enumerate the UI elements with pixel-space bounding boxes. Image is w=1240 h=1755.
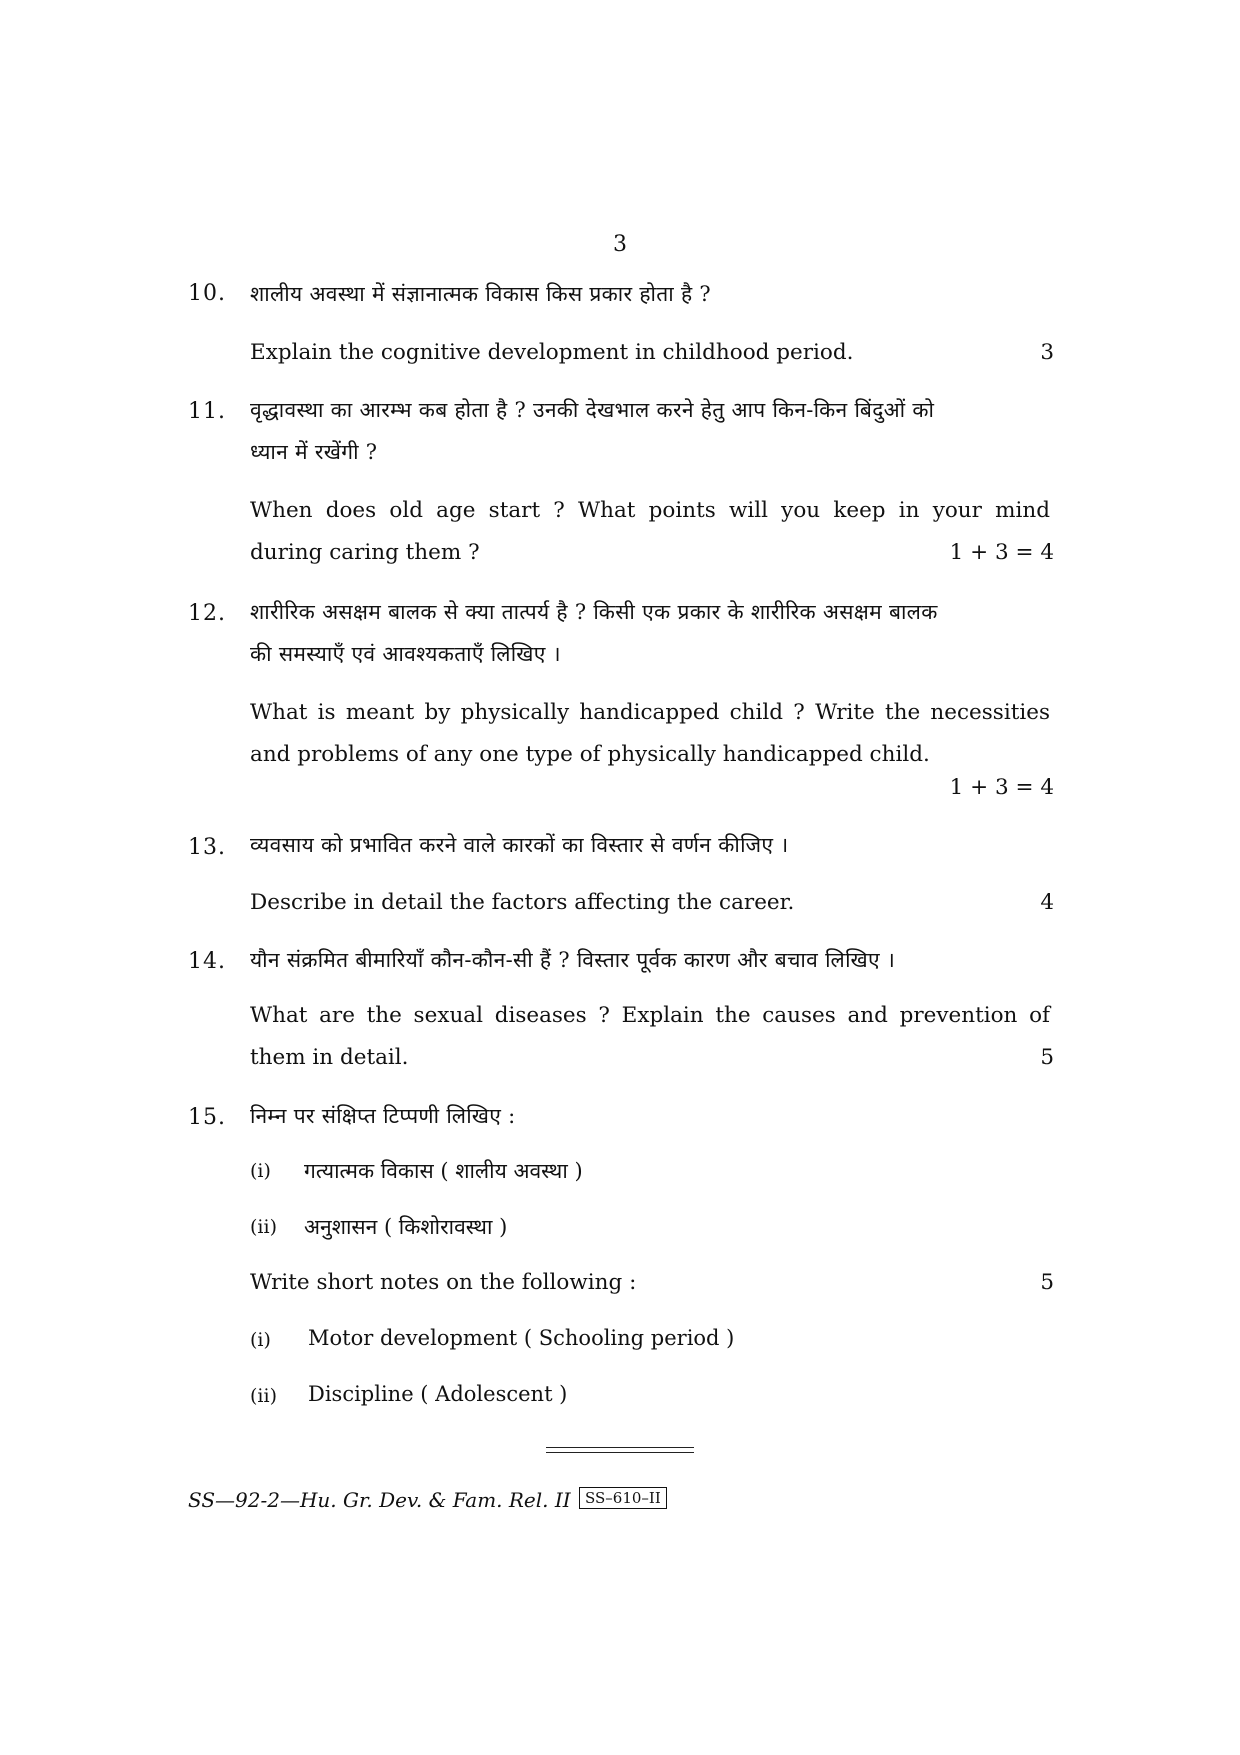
question-15-english-line-1: Write short notes on the following : <box>250 1270 637 1295</box>
question-12-english-line-2: and problems of any one type of physically handicapped child. <box>250 742 930 767</box>
question-11-english-line-2: during caring them ? <box>250 540 480 565</box>
question-14-marks: 5 <box>1040 1045 1054 1070</box>
end-rule-top <box>546 1447 694 1448</box>
question-14-hindi-line-1: यौन संक्रमित बीमारियाँ कौन-कौन-सी हैं ? विस्तार पूर्वक कारण और बचाव लिखिए । <box>250 948 896 972</box>
question-11-hindi-line-2: ध्यान में रखेंगी ? <box>250 440 378 464</box>
question-15-hindi-line-1: निम्न पर संक्षिप्त टिप्पणी लिखिए : <box>250 1104 516 1128</box>
question-number-14: 14. <box>188 949 226 974</box>
question-14-english-line-1: What are the sexual diseases ? Explain the causes and prevention of <box>250 1003 1050 1028</box>
question-15-hindi-sub-text-i: गत्यात्मक विकास ( शालीय अवस्था ) <box>304 1159 583 1183</box>
end-rule-bottom <box>546 1452 694 1453</box>
question-15-hindi-sub-label-i: (i) <box>250 1160 271 1182</box>
question-number-10: 10. <box>188 281 226 306</box>
question-14-english-line-2: them in detail. <box>250 1045 409 1070</box>
question-15-hindi-sub-label-ii: (ii) <box>250 1216 277 1238</box>
question-11-marks: 1 + 3 = 4 <box>949 540 1054 565</box>
question-10-marks: 3 <box>1040 340 1054 365</box>
question-12-hindi-line-1: शारीरिक असक्षम बालक से क्या तात्पर्य है ? किसी एक प्रकार के शारीरिक असक्षम बालक <box>250 600 938 624</box>
question-13-english-line-1: Describe in detail the factors affecting the career. <box>250 890 795 915</box>
question-10-hindi-line-1: शालीय अवस्था में संज्ञानात्मक विकास किस प्रकार होता है ? <box>250 282 711 306</box>
question-11-english-line-1: When does old age start ? What points will you keep in your mind <box>250 498 1050 523</box>
question-15-english-sub-label-ii: (ii) <box>250 1385 277 1407</box>
question-number-15: 15. <box>188 1105 226 1130</box>
page-number: 3 <box>613 232 627 257</box>
footer-paper-ref: SS—92-2—Hu. Gr. Dev. & Fam. Rel. II <box>188 1488 571 1512</box>
question-number-12: 12. <box>188 601 226 626</box>
question-13-marks: 4 <box>1040 890 1054 915</box>
question-11-hindi-line-1: वृद्धावस्था का आरम्भ कब होता है ? उनकी देखभाल करने हेतु आप किन-किन बिंदुओं को <box>250 398 935 422</box>
question-12-marks: 1 + 3 = 4 <box>949 775 1054 800</box>
question-12-english-line-1: What is meant by physically handicapped child ? Write the necessities <box>250 700 1050 725</box>
question-15-hindi-sub-text-ii: अनुशासन ( किशोरावस्था ) <box>304 1215 508 1239</box>
question-10-english-line-1: Explain the cognitive development in childhood period. <box>250 340 854 365</box>
question-12-hindi-line-2: की समस्याएँ एवं आवश्यकताएँ लिखिए । <box>250 642 561 666</box>
question-number-11: 11. <box>188 399 226 424</box>
question-15-english-sub-text-i: Motor development ( Schooling period ) <box>308 1326 735 1350</box>
question-13-hindi-line-1: व्यवसाय को प्रभावित करने वाले कारकों का विस्तार से वर्णन कीजिए । <box>250 833 789 857</box>
question-15-english-sub-text-ii: Discipline ( Adolescent ) <box>308 1382 568 1406</box>
footer-paper-code-box: SS–610–II <box>579 1487 667 1509</box>
question-15-marks: 5 <box>1040 1270 1054 1295</box>
question-15-english-sub-label-i: (i) <box>250 1329 271 1351</box>
question-number-13: 13. <box>188 835 226 860</box>
